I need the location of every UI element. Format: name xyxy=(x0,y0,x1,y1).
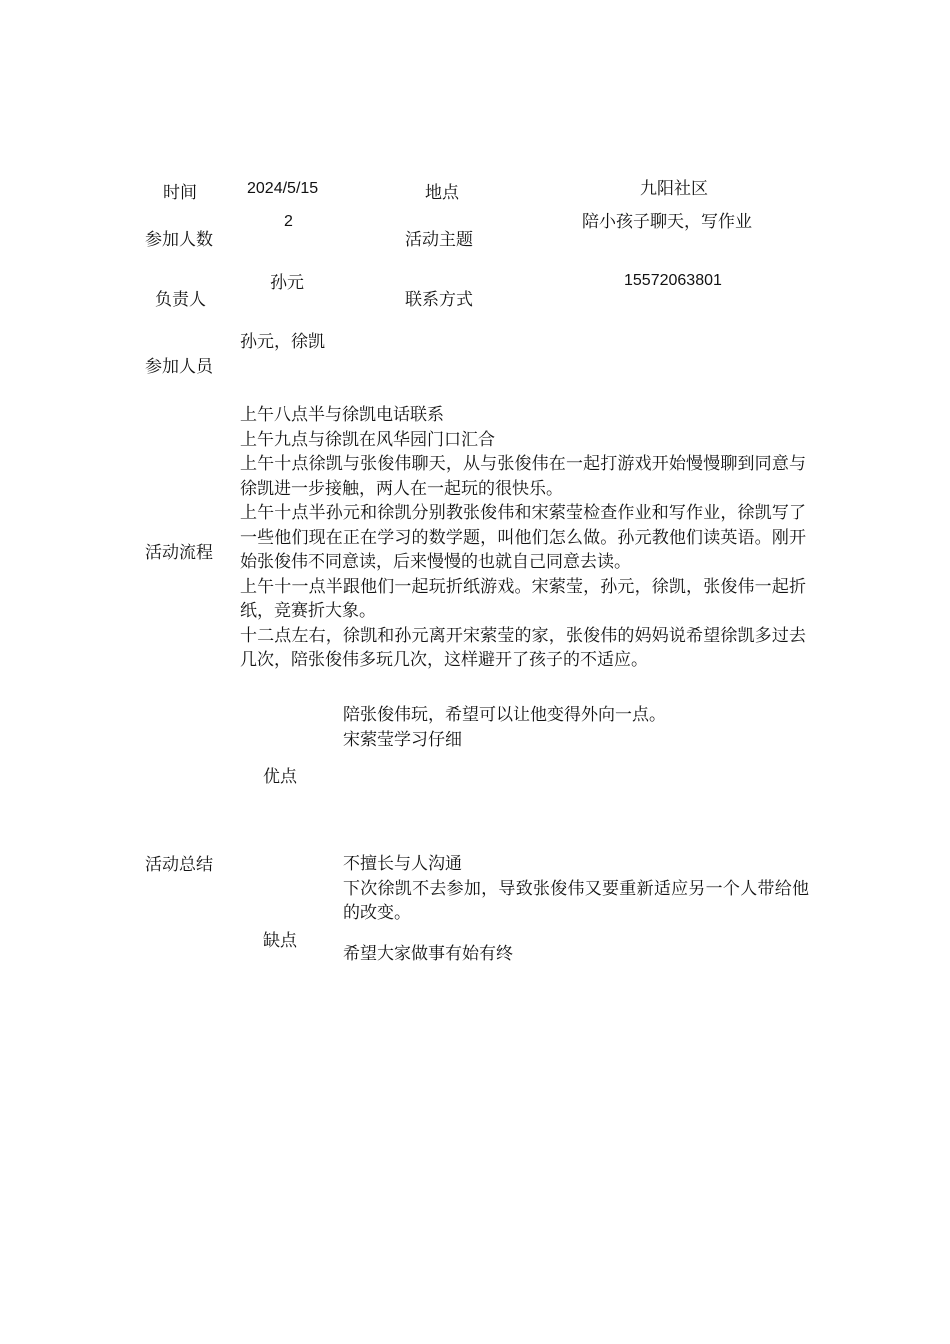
members-value: 孙元，徐凯 xyxy=(240,332,325,352)
pros-label: 优点 xyxy=(263,767,297,787)
cons-item: 下次徐凯不去参加，导致张俊伟又要重新适应另一个人带给他的改变。 xyxy=(343,878,809,923)
theme-label: 活动主题 xyxy=(405,230,473,250)
theme-value: 陪小孩子聊天，写作业 xyxy=(582,212,752,232)
leader-label: 负责人 xyxy=(155,290,206,310)
process-item: 上午十一点半跟他们一起玩折纸游戏。宋萦莹，孙元，徐凯，张俊伟一起折纸，竞赛折大象。 xyxy=(240,576,806,621)
pros-list xyxy=(343,703,809,752)
place-value: 九阳社区 xyxy=(640,179,708,199)
time-label: 时间 xyxy=(163,183,197,203)
spacer xyxy=(343,926,809,942)
cons-item: 不擅长与人沟通 xyxy=(343,854,462,874)
cons-label: 缺点 xyxy=(263,931,297,951)
process-item: 上午八点半与徐凯电话联系 xyxy=(240,405,444,425)
process-item: 上午十点半孙元和徐凯分别教张俊伟和宋萦莹检查作业和写作业，徐凯写了一些他们现在正在学习的数学题，叫他们怎么做。孙元教他们读英语。刚开始张俊伟不同意读，后来慢慢的也就自己同意去读。 xyxy=(240,503,806,572)
cons-item: 希望大家做事有始有终 xyxy=(343,943,513,964)
count-label: 参加人数 xyxy=(145,230,213,250)
pros-item: 宋萦莹学习仔细 xyxy=(343,729,462,750)
cons-list xyxy=(343,852,809,966)
process-item: 十二点左右，徐凯和孙元离开宋萦莹的家，张俊伟的妈妈说希望徐凯多过去几次，陪张俊伟多玩几次，这样避开了孩子的不适应。 xyxy=(240,625,806,670)
summary-label: 活动总结 xyxy=(145,855,213,875)
leader-value: 孙元 xyxy=(270,273,304,293)
pros-item: 陪张俊伟玩，希望可以让他变得外向一点。 xyxy=(343,705,666,725)
members-label: 参加人员 xyxy=(145,357,213,377)
place-label: 地点 xyxy=(425,183,459,203)
contact-label: 联系方式 xyxy=(405,290,473,310)
process-list xyxy=(240,403,806,673)
process-item: 上午十点徐凯与张俊伟聊天，从与张俊伟在一起打游戏开始慢慢聊到同意与徐凯进一步接触，两人在一起玩的很快乐。 xyxy=(240,454,806,499)
time-value: 2024/5/15 xyxy=(247,180,319,197)
contact-value: 15572063801 xyxy=(624,272,722,289)
process-label: 活动流程 xyxy=(145,543,213,563)
count-value: 2 xyxy=(284,213,293,230)
process-item: 上午九点与徐凯在风华园门口汇合 xyxy=(240,429,495,450)
